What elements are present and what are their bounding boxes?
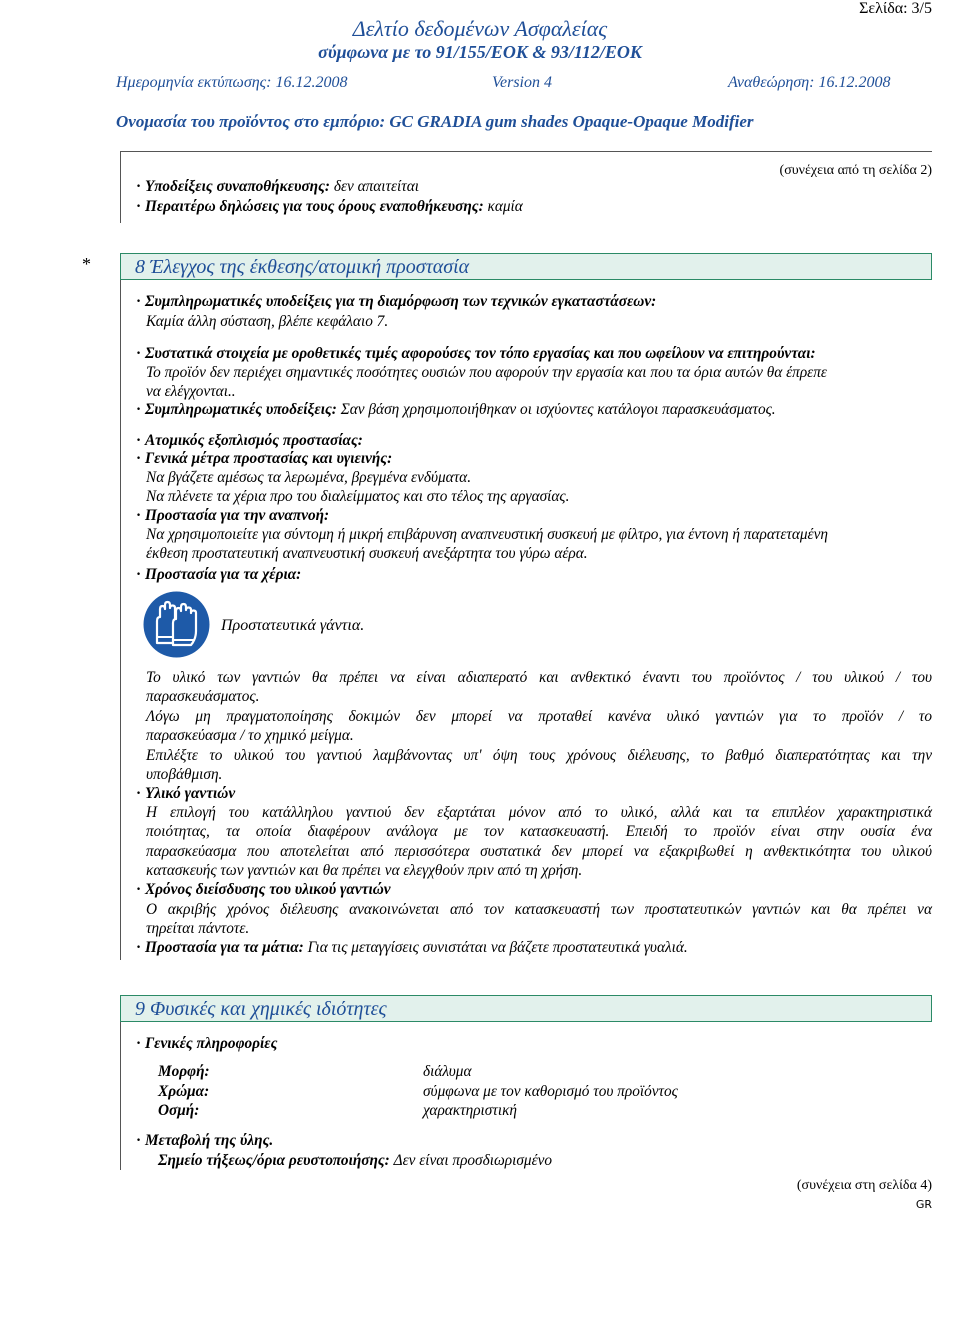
- resp-line-2: έκθεση προστατευτική αναπνευστική συσκευή ανεξάρτητα του γύρω αέρα.: [146, 545, 588, 562]
- storage-line-1: · Υποδείξεις συναποθήκευσης: δεν απαιτείται: [136, 178, 420, 195]
- revision-date: Αναθεώρηση: 16.12.2008: [728, 74, 891, 91]
- document-subtitle: σύμφωνα με το 91/155/ΕΟΚ & 93/112/ΕΟΚ: [318, 42, 642, 62]
- continued-to: (συνέχεια στη σελίδα 4): [796, 1178, 932, 1193]
- hygiene-line-2: Να πλένετε τα χέρια προ του διαλείμματος και στο τέλος της αργασίας.: [146, 488, 570, 505]
- tech-value: Καμία άλλη σύσταση, βλέπε κεφάλαιο 7.: [146, 313, 389, 330]
- revision-marker: *: [82, 254, 91, 274]
- section-9-heading: 9 Φυσικές και χημικές ιδιότητες: [120, 995, 932, 1022]
- melting-line: Σημείο τήξεως/όρια ρευστοποιήσης: Δεν είναι προσδιωρισμένο: [158, 1152, 553, 1169]
- resp-label: · Προστασία για την αναπνοή:: [136, 507, 330, 524]
- storage-frame-top: [120, 151, 932, 152]
- material-label: · Υλικό γαντιών: [136, 785, 236, 802]
- form-label: Μορφή:: [158, 1063, 210, 1080]
- limits-line-1: Το προϊόν δεν περιέχει σημαντικές ποσότητες ουσιών που αφορούν την εργασία και που τα όρια αυτών θα έπρεπε: [146, 364, 827, 381]
- penetration-label: · Χρόνος διείσδυσης του υλικού γαντιών: [136, 881, 391, 898]
- gloves-caption: Προστατευτικά γάντια.: [221, 617, 365, 634]
- suppl-line: · Συμπληρωματικές υποδείξεις: Σαν βάση χρησιμοποιήθηκαν οι ισχύοντες κατάλογοι παρασκευάσματος.: [136, 401, 776, 418]
- odor-value: χαρακτηριστική: [423, 1102, 518, 1119]
- limits-label: · Συστατικά στοιχεία με οροθετικές τιμές αφορούσες τον τόπο εργασίας και που ωφείλουν να επιτηρούνται:: [136, 345, 816, 362]
- glove-para3-line-2: υποβάθμιση.: [146, 766, 223, 783]
- color-label: Χρώμα:: [158, 1083, 210, 1100]
- hygiene-line-1: Να βγάζετε αμέσως τα λερωμένα, βρεγμένα ενδύματα.: [146, 469, 472, 486]
- color-value: σύμφωνα με τον καθορισμό του προϊόντος: [423, 1083, 678, 1100]
- section-8-heading: 8 Έλεγχος της έκθεσης/ατομική προστασία: [120, 253, 932, 280]
- material-line-3: παρασκεύασμα που αποτελείται από περισσότερα συστατικά δεν μπορεί να εξακριβωθεί η ανθεκτικότητα του υλικού: [146, 843, 932, 860]
- glove-para2-line-2: παρασκεύασμα / το χημικό μείγμα.: [146, 727, 354, 744]
- resp-line-1: Να χρησιμοποιείτε για σύντομη ή μικρή επιβάρυνση αναπνευστική συσκευή με φίλτρο, για έντονη ή παρατεταμένη: [146, 526, 828, 543]
- protective-gloves-icon: [143, 591, 210, 658]
- glove-para1-line-2: παρασκευάσματος.: [146, 688, 260, 705]
- state-change-label: · Μεταβολή της ύλης.: [136, 1132, 274, 1149]
- section-9-frame-left: [120, 1022, 121, 1170]
- eye-line: · Προστασία για τα μάτια: Για τις μεταγγίσεις συνιστάται να βάζετε προστατευτικά γυαλιά.: [136, 939, 688, 956]
- hygiene-label: · Γενικά μέτρα προστασίας και υγιεινής:: [136, 450, 393, 467]
- storage-line-2: · Περαιτέρω δηλώσεις για τους όρους εναποθήκευσης: καμία: [136, 198, 523, 215]
- page-number: Σελίδα: 3/5: [859, 0, 932, 17]
- document-title: Δελτίο δεδομένων Ασφαλείας: [352, 16, 608, 41]
- material-line-4: κατασκευής των γαντιών και θα πρέπει να ελεγχθούν πριν από τη χρήση.: [146, 862, 583, 879]
- language-code: GR: [915, 1198, 932, 1211]
- section-8-frame-left: [120, 280, 121, 960]
- material-line-2: ποιότητας, τα οποία διαφέρουν ανάλογα με τον κατασκευαστή. Επειδή το προϊόν είναι στην ουσία ένα: [146, 823, 932, 840]
- form-value: διάλυμα: [423, 1063, 472, 1080]
- penetration-line-1: Ο ακριβής χρόνος διέλευσης ανακοινώνεται από τον κατασκευαστή των προστατευτικών γαντιών και θα πρέπει να: [146, 901, 932, 918]
- tech-label: · Συμπληρωματικές υποδείξεις για τη διαμόρφωση των τεχνικών εγκαταστάσεων:: [136, 293, 657, 310]
- ppe-label: · Ατομικός εξοπλισμός προστασίας:: [136, 432, 363, 449]
- penetration-line-2: τηρείται πάντοτε.: [146, 920, 250, 937]
- storage-frame-left: [120, 151, 121, 223]
- odor-label: Οσμή:: [158, 1102, 200, 1119]
- hand-label: · Προστασία για τα χέρια:: [136, 566, 302, 583]
- print-date: Ημερομηνία εκτύπωσης: 16.12.2008: [116, 74, 348, 91]
- version: Version 4: [492, 74, 552, 91]
- limits-line-2: να ελέγχονται..: [146, 383, 236, 400]
- continued-from: (συνέχεια από τη σελίδα 2): [779, 163, 932, 178]
- glove-para3-line-1: Επιλέξτε το υλικού του γαντιού λαμβάνοντας υπ' όψη τους χρόνους διέλευσης, το βαθμό διαπερατότητας και την: [146, 747, 932, 764]
- general-info-label: · Γενικές πληροφορίες: [136, 1035, 278, 1052]
- glove-para2-line-1: Λόγω μη πραγματοποίησης δοκιμών δεν μπορεί να προταθεί κανένα υλικό γαντιών για το προϊόν / το: [146, 708, 932, 725]
- material-line-1: Η επιλογή του κατάλληλου γαντιού δεν εξαρτάται μόνον από το υλικό, αλλά και τα επιπλέον χαρακτηριστικά: [146, 804, 932, 821]
- glove-para1-line-1: Το υλικό των γαντιών θα πρέπει να είναι αδιαπερατό και ανθεκτικό έναντι του προϊόντος / του υλικού / του: [146, 669, 932, 686]
- product-name: Ονομασία του προϊόντος στο εμπόριο: GC GRADIA gum shades Opaque-Opaque Modifier: [116, 112, 754, 131]
